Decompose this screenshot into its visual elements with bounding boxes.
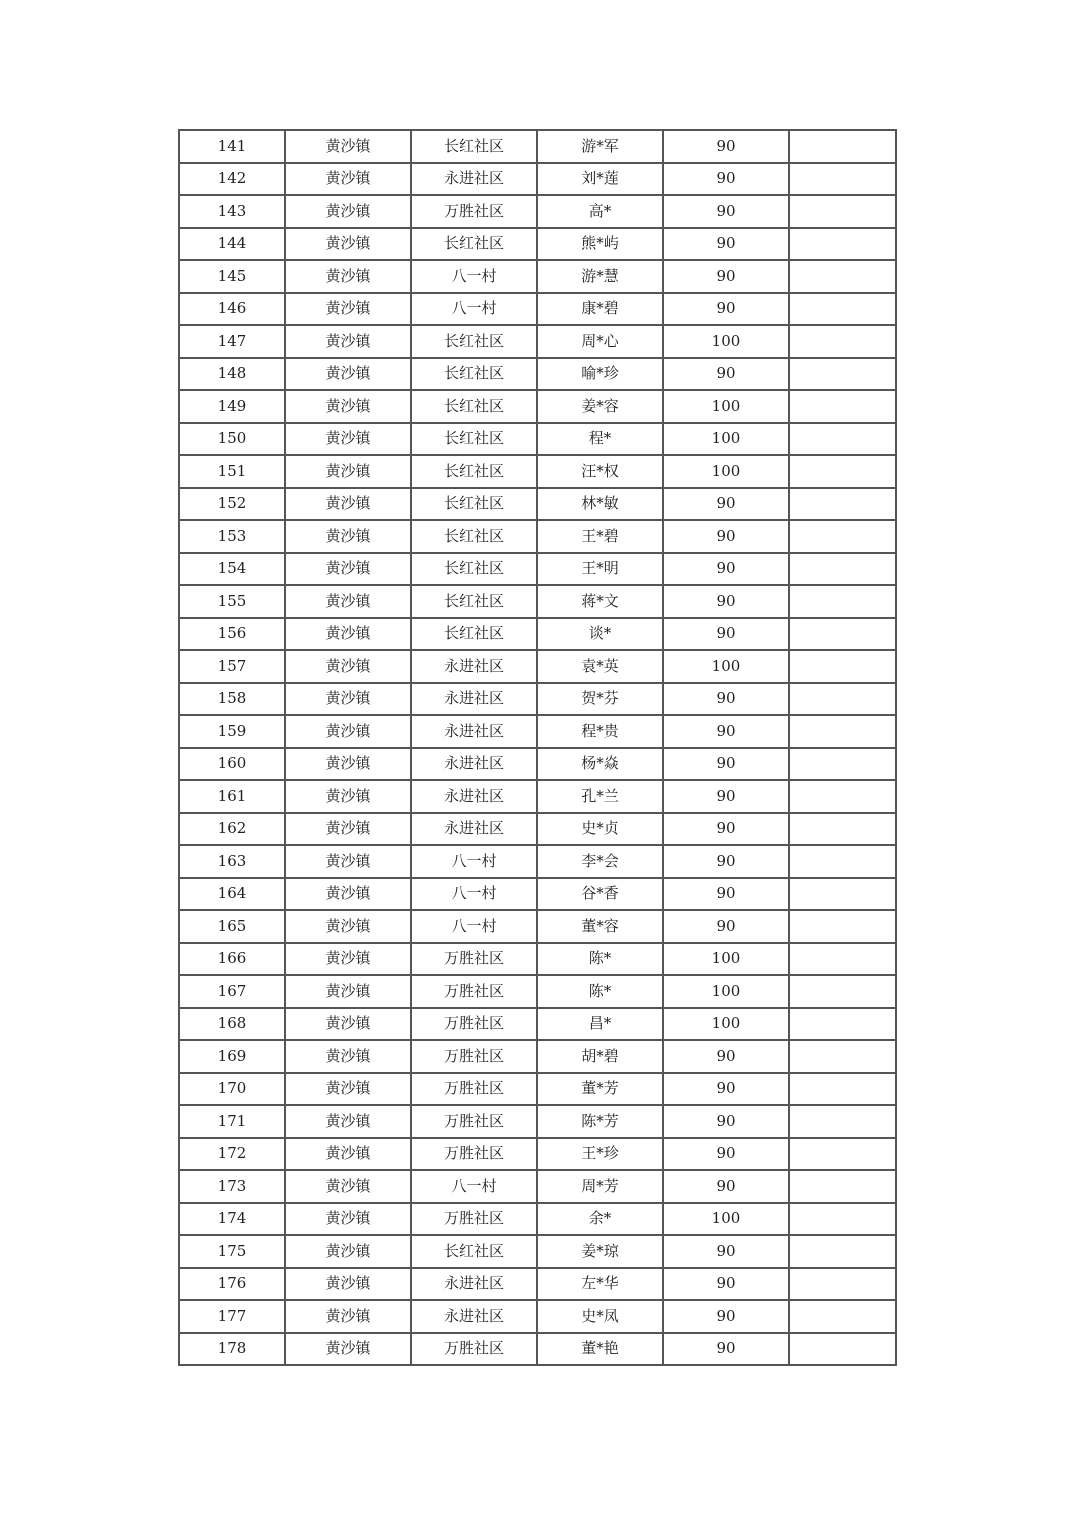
cell-index: 156 (179, 618, 285, 651)
cell-town: 黄沙镇 (285, 195, 411, 228)
cell-person-name: 王*明 (537, 553, 663, 586)
table-row (179, 650, 896, 683)
cell-index: 166 (179, 943, 285, 976)
table-row (179, 1235, 896, 1268)
cell-town: 黄沙镇 (285, 715, 411, 748)
cell-community: 长红社区 (411, 390, 537, 423)
cell-remark (789, 325, 896, 358)
cell-community: 长红社区 (411, 520, 537, 553)
cell-amount: 90 (663, 1170, 789, 1203)
cell-remark (789, 1170, 896, 1203)
cell-person-name: 刘*莲 (537, 163, 663, 196)
table-row (179, 553, 896, 586)
cell-amount: 90 (663, 845, 789, 878)
cell-community: 长红社区 (411, 455, 537, 488)
cell-person-name: 左*华 (537, 1268, 663, 1301)
cell-amount: 90 (663, 260, 789, 293)
cell-index: 146 (179, 293, 285, 326)
cell-community: 永进社区 (411, 650, 537, 683)
cell-community: 万胜社区 (411, 1333, 537, 1366)
cell-town: 黄沙镇 (285, 618, 411, 651)
table-row (179, 618, 896, 651)
cell-town: 黄沙镇 (285, 943, 411, 976)
cell-amount: 90 (663, 780, 789, 813)
cell-community: 长红社区 (411, 423, 537, 456)
table-row (179, 260, 896, 293)
cell-town: 黄沙镇 (285, 358, 411, 391)
cell-community: 八一村 (411, 910, 537, 943)
cell-community: 长红社区 (411, 228, 537, 261)
cell-town: 黄沙镇 (285, 163, 411, 196)
cell-index: 160 (179, 748, 285, 781)
table-row (179, 163, 896, 196)
cell-index: 162 (179, 813, 285, 846)
cell-remark (789, 1203, 896, 1236)
cell-community: 八一村 (411, 293, 537, 326)
cell-town: 黄沙镇 (285, 130, 411, 163)
cell-community: 永进社区 (411, 780, 537, 813)
cell-amount: 90 (663, 520, 789, 553)
cell-community: 万胜社区 (411, 1073, 537, 1106)
table-row (179, 1268, 896, 1301)
cell-person-name: 姜*容 (537, 390, 663, 423)
cell-remark (789, 878, 896, 911)
cell-community: 万胜社区 (411, 1040, 537, 1073)
cell-remark (789, 683, 896, 716)
cell-remark (789, 780, 896, 813)
cell-amount: 90 (663, 683, 789, 716)
cell-person-name: 余* (537, 1203, 663, 1236)
cell-town: 黄沙镇 (285, 228, 411, 261)
cell-person-name: 陈* (537, 943, 663, 976)
cell-amount: 90 (663, 748, 789, 781)
cell-remark (789, 195, 896, 228)
cell-community: 八一村 (411, 845, 537, 878)
cell-remark (789, 910, 896, 943)
cell-town: 黄沙镇 (285, 975, 411, 1008)
cell-remark (789, 845, 896, 878)
cell-person-name: 史*凤 (537, 1300, 663, 1333)
cell-community: 八一村 (411, 878, 537, 911)
cell-person-name: 谷*香 (537, 878, 663, 911)
cell-community: 永进社区 (411, 163, 537, 196)
cell-person-name: 姜*琼 (537, 1235, 663, 1268)
cell-person-name: 游*慧 (537, 260, 663, 293)
table-row (179, 520, 896, 553)
cell-index: 173 (179, 1170, 285, 1203)
cell-index: 141 (179, 130, 285, 163)
cell-community: 永进社区 (411, 1300, 537, 1333)
cell-remark (789, 228, 896, 261)
cell-amount: 90 (663, 1300, 789, 1333)
cell-community: 万胜社区 (411, 1105, 537, 1138)
table-row (179, 1333, 896, 1366)
cell-community: 万胜社区 (411, 1008, 537, 1041)
cell-index: 169 (179, 1040, 285, 1073)
cell-amount: 100 (663, 943, 789, 976)
table-row (179, 683, 896, 716)
cell-amount: 90 (663, 878, 789, 911)
cell-town: 黄沙镇 (285, 1268, 411, 1301)
cell-person-name: 喻*珍 (537, 358, 663, 391)
table-row (179, 1040, 896, 1073)
cell-person-name: 汪*权 (537, 455, 663, 488)
cell-town: 黄沙镇 (285, 1170, 411, 1203)
cell-remark (789, 390, 896, 423)
cell-community: 长红社区 (411, 1235, 537, 1268)
cell-amount: 90 (663, 910, 789, 943)
cell-person-name: 杨*焱 (537, 748, 663, 781)
cell-person-name: 董*芳 (537, 1073, 663, 1106)
cell-community: 万胜社区 (411, 943, 537, 976)
cell-community: 永进社区 (411, 1268, 537, 1301)
table-row (179, 1105, 896, 1138)
cell-amount: 100 (663, 455, 789, 488)
cell-person-name: 游*军 (537, 130, 663, 163)
cell-remark (789, 943, 896, 976)
cell-community: 万胜社区 (411, 1138, 537, 1171)
cell-index: 171 (179, 1105, 285, 1138)
table-row (179, 715, 896, 748)
cell-index: 172 (179, 1138, 285, 1171)
cell-amount: 90 (663, 195, 789, 228)
cell-index: 163 (179, 845, 285, 878)
cell-amount: 90 (663, 618, 789, 651)
cell-person-name: 孔*兰 (537, 780, 663, 813)
table-row (179, 1138, 896, 1171)
cell-remark (789, 260, 896, 293)
cell-index: 143 (179, 195, 285, 228)
cell-index: 178 (179, 1333, 285, 1366)
cell-index: 174 (179, 1203, 285, 1236)
cell-town: 黄沙镇 (285, 1333, 411, 1366)
cell-amount: 100 (663, 650, 789, 683)
cell-person-name: 高* (537, 195, 663, 228)
cell-person-name: 昌* (537, 1008, 663, 1041)
cell-town: 黄沙镇 (285, 1105, 411, 1138)
cell-town: 黄沙镇 (285, 390, 411, 423)
cell-remark (789, 618, 896, 651)
cell-index: 151 (179, 455, 285, 488)
cell-town: 黄沙镇 (285, 845, 411, 878)
cell-person-name: 李*会 (537, 845, 663, 878)
cell-index: 145 (179, 260, 285, 293)
cell-remark (789, 1073, 896, 1106)
cell-community: 长红社区 (411, 488, 537, 521)
cell-amount: 90 (663, 163, 789, 196)
cell-remark (789, 423, 896, 456)
cell-person-name: 周*心 (537, 325, 663, 358)
cell-amount: 90 (663, 228, 789, 261)
table-row (179, 1203, 896, 1236)
cell-town: 黄沙镇 (285, 520, 411, 553)
cell-community: 长红社区 (411, 130, 537, 163)
cell-town: 黄沙镇 (285, 585, 411, 618)
cell-index: 153 (179, 520, 285, 553)
cell-remark (789, 1300, 896, 1333)
cell-community: 长红社区 (411, 618, 537, 651)
table-row (179, 878, 896, 911)
cell-remark (789, 1105, 896, 1138)
cell-index: 149 (179, 390, 285, 423)
cell-amount: 90 (663, 488, 789, 521)
cell-remark (789, 163, 896, 196)
cell-community: 永进社区 (411, 813, 537, 846)
cell-amount: 90 (663, 1268, 789, 1301)
cell-index: 147 (179, 325, 285, 358)
cell-amount: 100 (663, 423, 789, 456)
cell-amount: 100 (663, 390, 789, 423)
cell-town: 黄沙镇 (285, 325, 411, 358)
cell-amount: 90 (663, 358, 789, 391)
cell-amount: 90 (663, 1138, 789, 1171)
cell-person-name: 董*艳 (537, 1333, 663, 1366)
roster-table (178, 129, 897, 1366)
cell-town: 黄沙镇 (285, 1203, 411, 1236)
cell-town: 黄沙镇 (285, 1300, 411, 1333)
cell-person-name: 程* (537, 423, 663, 456)
table-row (179, 130, 896, 163)
table-row (179, 1300, 896, 1333)
cell-remark (789, 813, 896, 846)
cell-person-name: 熊*屿 (537, 228, 663, 261)
cell-index: 175 (179, 1235, 285, 1268)
cell-remark (789, 1138, 896, 1171)
cell-index: 150 (179, 423, 285, 456)
cell-remark (789, 715, 896, 748)
cell-index: 158 (179, 683, 285, 716)
cell-person-name: 袁*英 (537, 650, 663, 683)
cell-town: 黄沙镇 (285, 1040, 411, 1073)
table-row (179, 1008, 896, 1041)
cell-town: 黄沙镇 (285, 423, 411, 456)
cell-town: 黄沙镇 (285, 780, 411, 813)
cell-person-name: 王*珍 (537, 1138, 663, 1171)
table-row (179, 293, 896, 326)
cell-town: 黄沙镇 (285, 1008, 411, 1041)
cell-index: 148 (179, 358, 285, 391)
cell-index: 157 (179, 650, 285, 683)
cell-town: 黄沙镇 (285, 748, 411, 781)
cell-town: 黄沙镇 (285, 683, 411, 716)
cell-index: 152 (179, 488, 285, 521)
cell-amount: 90 (663, 293, 789, 326)
cell-town: 黄沙镇 (285, 650, 411, 683)
cell-community: 长红社区 (411, 358, 537, 391)
cell-community: 长红社区 (411, 585, 537, 618)
roster-table-body (179, 130, 896, 1365)
cell-remark (789, 748, 896, 781)
cell-person-name: 胡*碧 (537, 1040, 663, 1073)
cell-person-name: 史*贞 (537, 813, 663, 846)
cell-index: 165 (179, 910, 285, 943)
cell-amount: 100 (663, 1203, 789, 1236)
cell-person-name: 林*敏 (537, 488, 663, 521)
cell-community: 八一村 (411, 260, 537, 293)
cell-index: 155 (179, 585, 285, 618)
table-row (179, 943, 896, 976)
table-row (179, 358, 896, 391)
table-row (179, 780, 896, 813)
cell-amount: 90 (663, 1333, 789, 1366)
cell-remark (789, 130, 896, 163)
cell-person-name: 陈*芳 (537, 1105, 663, 1138)
cell-amount: 90 (663, 715, 789, 748)
cell-remark (789, 488, 896, 521)
cell-index: 177 (179, 1300, 285, 1333)
cell-amount: 90 (663, 1105, 789, 1138)
cell-index: 176 (179, 1268, 285, 1301)
cell-index: 144 (179, 228, 285, 261)
cell-amount: 90 (663, 813, 789, 846)
cell-community: 长红社区 (411, 325, 537, 358)
cell-remark (789, 455, 896, 488)
cell-amount: 90 (663, 585, 789, 618)
cell-community: 万胜社区 (411, 1203, 537, 1236)
cell-community: 万胜社区 (411, 975, 537, 1008)
cell-person-name: 程*贵 (537, 715, 663, 748)
cell-town: 黄沙镇 (285, 1235, 411, 1268)
cell-index: 154 (179, 553, 285, 586)
table-row (179, 325, 896, 358)
cell-amount: 90 (663, 553, 789, 586)
cell-index: 159 (179, 715, 285, 748)
cell-community: 永进社区 (411, 715, 537, 748)
cell-remark (789, 1268, 896, 1301)
cell-community: 永进社区 (411, 748, 537, 781)
cell-town: 黄沙镇 (285, 910, 411, 943)
cell-index: 167 (179, 975, 285, 1008)
cell-amount: 90 (663, 1073, 789, 1106)
cell-person-name: 陈* (537, 975, 663, 1008)
cell-community: 永进社区 (411, 683, 537, 716)
cell-person-name: 贺*芬 (537, 683, 663, 716)
cell-community: 八一村 (411, 1170, 537, 1203)
cell-town: 黄沙镇 (285, 488, 411, 521)
cell-person-name: 王*碧 (537, 520, 663, 553)
cell-person-name: 蒋*文 (537, 585, 663, 618)
table-row (179, 813, 896, 846)
cell-index: 161 (179, 780, 285, 813)
cell-person-name: 康*碧 (537, 293, 663, 326)
cell-remark (789, 358, 896, 391)
table-row (179, 488, 896, 521)
table-row (179, 845, 896, 878)
cell-remark (789, 650, 896, 683)
table-row (179, 228, 896, 261)
table-row (179, 390, 896, 423)
cell-town: 黄沙镇 (285, 878, 411, 911)
cell-remark (789, 975, 896, 1008)
cell-index: 170 (179, 1073, 285, 1106)
cell-town: 黄沙镇 (285, 455, 411, 488)
table-row (179, 910, 896, 943)
cell-amount: 100 (663, 1008, 789, 1041)
cell-town: 黄沙镇 (285, 260, 411, 293)
cell-remark (789, 293, 896, 326)
cell-remark (789, 1235, 896, 1268)
cell-community: 长红社区 (411, 553, 537, 586)
cell-amount: 100 (663, 325, 789, 358)
cell-town: 黄沙镇 (285, 293, 411, 326)
cell-remark (789, 1040, 896, 1073)
cell-amount: 90 (663, 1235, 789, 1268)
cell-town: 黄沙镇 (285, 1138, 411, 1171)
table-row (179, 423, 896, 456)
cell-index: 168 (179, 1008, 285, 1041)
cell-person-name: 董*容 (537, 910, 663, 943)
cell-remark (789, 553, 896, 586)
table-row (179, 748, 896, 781)
cell-remark (789, 1333, 896, 1366)
cell-amount: 90 (663, 1040, 789, 1073)
table-row (179, 1073, 896, 1106)
table-row (179, 195, 896, 228)
cell-remark (789, 1008, 896, 1041)
cell-town: 黄沙镇 (285, 813, 411, 846)
table-row (179, 975, 896, 1008)
cell-index: 164 (179, 878, 285, 911)
table-row (179, 455, 896, 488)
cell-amount: 100 (663, 975, 789, 1008)
cell-person-name: 谈* (537, 618, 663, 651)
cell-index: 142 (179, 163, 285, 196)
table-row (179, 585, 896, 618)
cell-remark (789, 520, 896, 553)
cell-person-name: 周*芳 (537, 1170, 663, 1203)
cell-community: 万胜社区 (411, 195, 537, 228)
cell-remark (789, 585, 896, 618)
cell-town: 黄沙镇 (285, 553, 411, 586)
cell-town: 黄沙镇 (285, 1073, 411, 1106)
table-row (179, 1170, 896, 1203)
cell-amount: 90 (663, 130, 789, 163)
